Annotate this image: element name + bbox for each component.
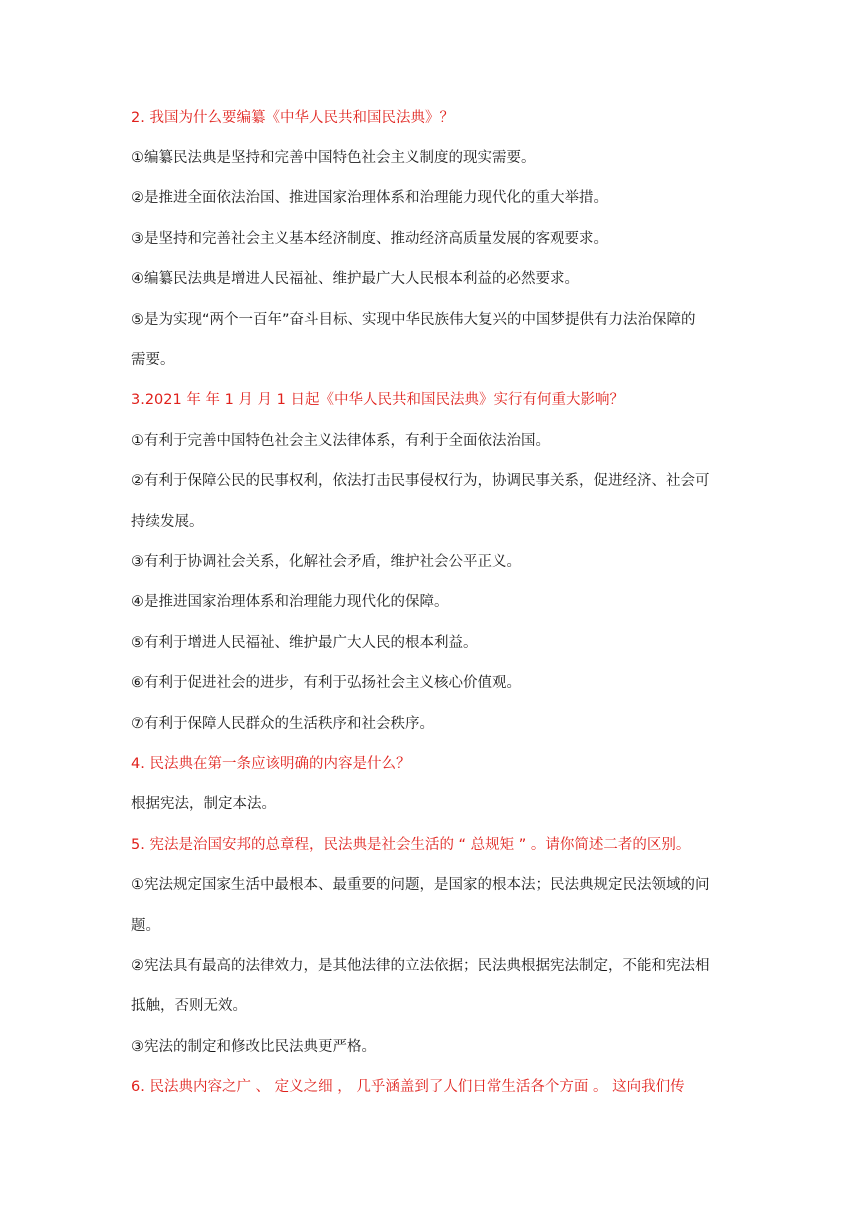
question-3: 3.2021 年 年 1 月 月 1 日起《中华人民共和国民法典》实行有何重大影响？ [131,392,624,408]
answer-line: 根据宪法，制定本法。 [131,796,276,812]
answer-line: ⑤是为实现“两个一百年”奋斗目标、实现中华民族伟大复兴的中国梦提供有力法治保障的 [131,312,696,328]
answer-line: 需要。 [131,352,175,368]
question-2: 2. 我国为什么要编纂《中华人民共和国民法典》？ [131,110,454,126]
answer-line: ⑤有利于增进人民福祉、维护最广大人民的根本利益。 [131,635,478,651]
answer-line: 抵触，否则无效。 [131,998,247,1014]
answer-line: ②宪法具有最高的法律效力，是其他法律的立法依据；民法典根据宪法制定，不能和宪法相 [131,958,710,974]
answer-line: ②是推进全面依法治国、推进国家治理体系和治理能力现代化的重大举措。 [131,190,608,206]
answer-line: ③宪法的制定和修改比民法典更严格。 [131,1039,376,1055]
answer-line: ④是推进国家治理体系和治理能力现代化的保障。 [131,594,449,610]
question-5: 5. 宪法是治国安邦的总章程，民法典是社会生活的 “ 总规矩 ” 。请你简述二者的区别。 [131,837,691,853]
answer-line: ①有利于完善中国特色社会主义法律体系，有利于全面依法治国。 [131,433,550,449]
answer-line: ③有利于协调社会关系，化解社会矛盾，维护社会公平正义。 [131,554,521,570]
answer-line: 题。 [131,918,160,934]
question-6: 6. 民法典内容之广 、 定义之细 ， 几乎涵盖到了人们日常生活各个方面 。 这向我们传 [131,1079,685,1095]
answer-line: ①宪法规定国家生活中最根本、最重要的问题，是国家的根本法；民法典规定民法领域的问 [131,877,710,893]
question-4: 4. 民法典在第一条应该明确的内容是什么？ [131,756,411,772]
answer-line: ⑥有利于促进社会的进步，有利于弘扬社会主义核心价值观。 [131,675,521,691]
answer-line: ③是坚持和完善社会主义基本经济制度、推动经济高质量发展的客观要求。 [131,231,608,247]
answer-line: 持续发展。 [131,514,204,530]
answer-line: ⑦有利于保障人民群众的生活秩序和社会秩序。 [131,716,434,732]
answer-line: ②有利于保障公民的民事权利，依法打击民事侵权行为，协调民事关系，促进经济、社会可 [131,473,710,489]
answer-line: ④编纂民法典是增进人民福祉、维护最广大人民根本利益的必然要求。 [131,271,579,287]
answer-line: ①编纂民法典是坚持和完善中国特色社会主义制度的现实需要。 [131,150,536,166]
